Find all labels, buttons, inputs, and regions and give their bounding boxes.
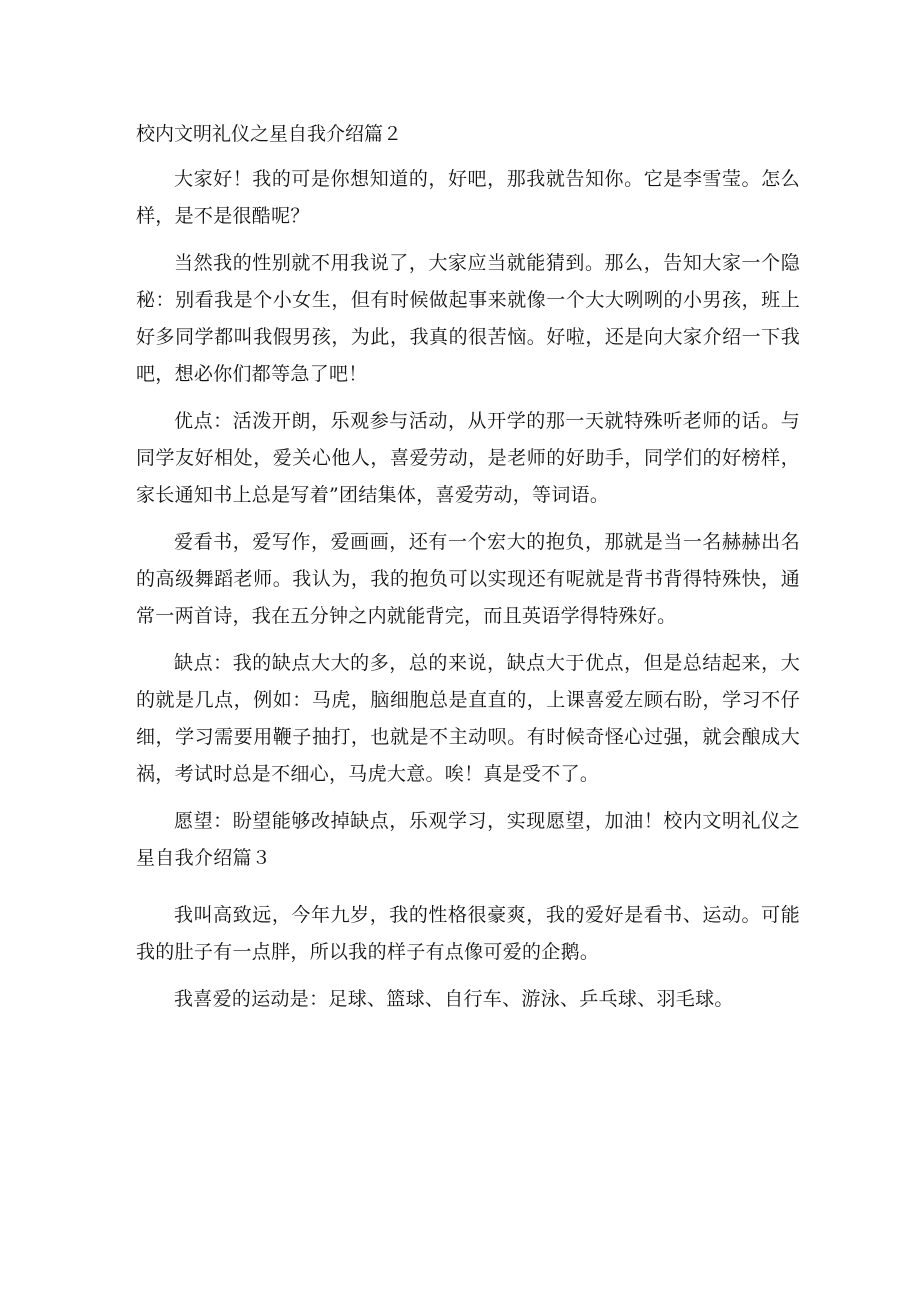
paragraph-weaknesses: 缺点：我的缺点大大的多，总的来说，缺点大于优点，但是总结起来，大的就是几点，例如：马虎，脑细胞总是直直的，上课喜爱左顾右盼，学习不仔细，学习需要用鞭子抽打，也就是不主动呗。有时候奇怪心过强，就会酿成大祸，考试时总是不细心，马虎大意。唉！真是受不了。 (136, 652, 800, 785)
paragraph-intro-3: 我叫高致远，今年九岁，我的性格很豪爽，我的爱好是看书、运动。可能我的肚子有一点胖，所以我的样子有点像可爱的企鹅。 (136, 904, 800, 963)
paragraph-sports: 我喜爱的运动是：足球、篮球、自行车、游泳、乒乓球、羽毛球。 (174, 988, 734, 1010)
paragraph-strengths: 优点：活泼开朗，乐观参与活动，从开学的那一天就特殊听老师的话。与同学友好相处，爱关心他人，喜爱劳动，是老师的好助手，同学们的好榜样，家长通知书上总是写着”团结集体，喜爱劳动，等词语。 (136, 410, 800, 506)
paragraph-gender: 当然我的性别就不用我说了，大家应当就能猜到。那么，告知大家一个隐秘：别看我是个小女生，但有时候做起事来就像一个大大咧咧的小男孩，班上好多同学都叫我假男孩，为此，我真的很苦恼。好啦，还是向大家介绍一下我吧，想必你们都等急了吧！ (136, 252, 800, 385)
paragraph-wish: 愿望：盼望能够改掉缺点，乐观学习，实现愿望，加油！校内文明礼仪之星自我介绍篇３ (136, 810, 800, 869)
paragraph-greeting: 大家好！我的可是你想知道的，好吧，那我就告知你。它是李雪莹。怎么样，是不是很酷呢？ (136, 168, 800, 227)
paragraph-hobbies: 爱看书，爱写作，爱画画，还有一个宏大的抱负，那就是当一名赫赫出名的高级舞蹈老师。我认为，我的抱负可以实现还有呢就是背书背得特殊快，通常一两首诗，我在五分钟之内就能背完，而且英语学得特殊好。 (136, 531, 800, 627)
document-body (136, 116, 800, 1018)
section-heading: 校内文明礼仪之星自我介绍篇２ (136, 123, 403, 145)
